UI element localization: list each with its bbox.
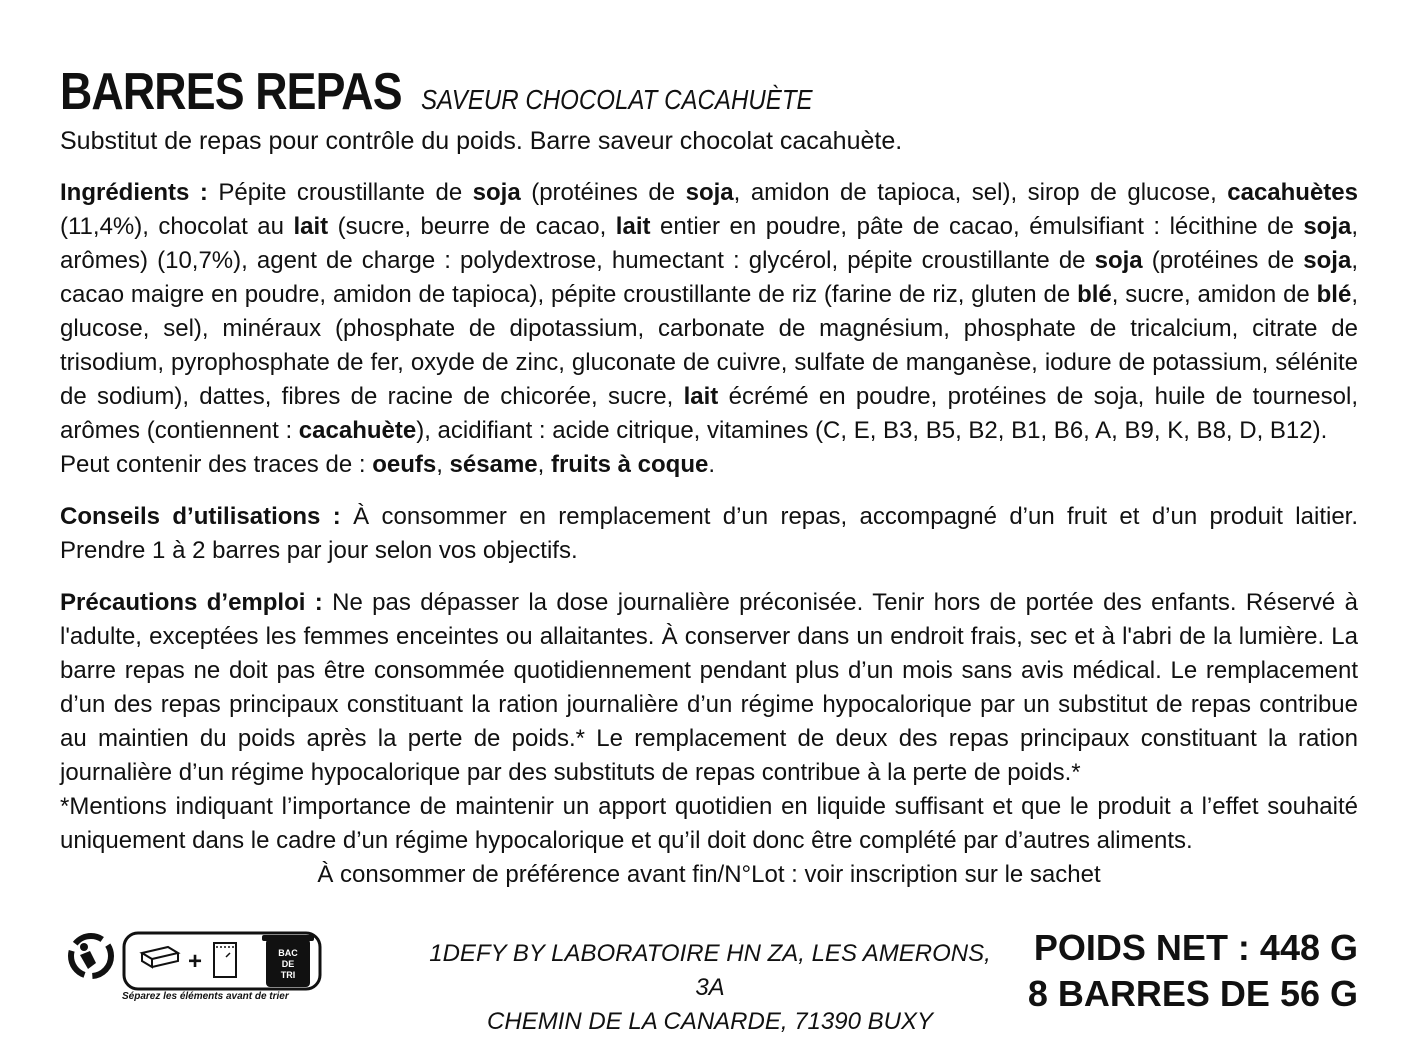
ingredient-text: Peut contenir des traces de : — [60, 451, 373, 478]
label-content — [60, 62, 1358, 892]
allergen-text: lait — [683, 383, 719, 410]
address-line-2: CHEMIN DE LA CANARDE, 71390 BUXY — [487, 1008, 933, 1035]
ingredients-section — [60, 176, 1358, 482]
product-title: BARRES REPAS — [60, 63, 402, 121]
allergen-text: soja — [1094, 247, 1143, 274]
net-weight: POIDS NET : 448 G — [1033, 927, 1358, 968]
ingredients-body — [60, 179, 1358, 444]
ingredients-text — [60, 176, 1358, 448]
usage-label: Conseils d’utilisations : — [60, 503, 341, 530]
address-line-1: 1DEFY BY LABORATOIRE HN ZA, LES AMERONS, 3A — [429, 940, 991, 1001]
allergen-text: sésame — [449, 451, 538, 478]
allergen-text: soja — [472, 179, 521, 206]
ingredient-text: Pépite croustillante de — [207, 179, 473, 206]
allergen-text: soja — [1303, 247, 1352, 274]
ingredient-text: , arômes) (10,7%), agent de charge : polydextrose, humectant : glycérol, pépite croustillante de — [60, 213, 1359, 274]
ingredient-text: , — [537, 451, 551, 478]
ingredient-text: (sucre, beurre de cacao, — [328, 213, 616, 240]
allergen-text: blé — [1077, 281, 1112, 308]
allergen-text: lait — [293, 213, 329, 240]
manufacturer-address — [420, 937, 1000, 1039]
ingredient-text: (11,4%), chocolat au — [60, 213, 294, 240]
traces-body — [60, 451, 715, 478]
allergen-text: soja — [685, 179, 734, 206]
svg-text:+: + — [188, 948, 203, 975]
triman-arrows-icon — [71, 936, 111, 976]
product-subtitle: Substitut de repas pour contrôle du poids. Barre saveur chocolat cacahuète. — [60, 127, 903, 155]
ingredient-text: , cacao maigre en poudre, amidon de tapioca), pépite croustillante de riz (farine de riz, gluten de — [60, 247, 1358, 308]
ingredient-text: , sucre, amidon de — [1111, 281, 1317, 308]
precautions-body: Ne pas dépasser la dose journalière préconisée. Tenir hors de portée des enfants. Réservé à l'adulte, exceptées les femmes enceintes ou allaitantes. À conserver dans un endroit frais, sec et à l'abri de la lumière. La barre repas ne doit pas être consommée quotidiennement pendant plus d’un mois sans avis médical. Le remplacement d’un des repas principaux constituant la ration journalière d’un régime hypocalorique par un substitut de repas contribue au maintien du poids après la perte de poids.* Le remplacement de deux des repas principaux constituant la ration journalière d’un régime hypocalorique par des substituts de repas contribue à la perte de poids.* — [60, 589, 1358, 786]
net-weight-block — [1028, 925, 1358, 1017]
best-before-text: À consommer de préférence avant fin/N°Lot : voir inscription sur le sachet — [317, 861, 1101, 888]
ingredient-text: , amidon de tapioca, sel), sirop de glucose, — [733, 179, 1228, 206]
ingredient-text: entier en poudre, pâte de cacao, émulsifiant : lécithine de — [650, 213, 1304, 240]
allergen-text: lait — [615, 213, 651, 240]
ingredient-text: . — [708, 451, 715, 478]
ingredient-text: , glucose, sel), minéraux (phosphate de dipotassium, carbonate de magnésium, phosphate de tricalcium, citrate de trisodium, pyrophosphate de fer, oxyde de zinc, gluconate de cuivre, sulfate de manganèse, iodure de potassium, sélénite de sodium), dattes, fibres de racine de chicorée, sucre, — [60, 281, 1358, 410]
footer — [60, 925, 1358, 1035]
usage-text — [60, 500, 1358, 568]
allergen-text: cacahuète — [298, 417, 417, 444]
allergen-text: oeufs — [372, 451, 437, 478]
precautions-footnote: *Mentions indiquant l’importance de maintenir un apport quotidien en liquide suffisant et que le produit a l’effet souhaité uniquement dans le cadre d’un régime hypocalorique et qu’il doit donc être complété par d’autres aliments. — [60, 793, 1358, 854]
ingredient-text: (protéines de — [520, 179, 686, 206]
allergen-text: blé — [1316, 281, 1352, 308]
svg-text:BAC: BAC — [278, 948, 298, 958]
allergen-text: fruits à coque — [550, 451, 709, 478]
ingredient-text: , — [436, 451, 450, 478]
precautions-label: Précautions d’emploi : — [60, 589, 323, 616]
svg-text:DE: DE — [281, 959, 295, 969]
allergen-text: cacahuètes — [1227, 179, 1358, 206]
svg-text:TRI: TRI — [280, 970, 296, 980]
product-flavor: SAVEUR CHOCOLAT CACAHUÈTE — [421, 84, 813, 115]
triman-caption: Séparez les éléments avant de trier — [122, 991, 289, 1002]
ingredient-text: (protéines de — [1142, 247, 1304, 274]
bar-count: 8 BARRES DE 56 G — [1027, 973, 1358, 1014]
ingredients-label: Ingrédients : — [60, 179, 208, 206]
ingredient-text: ), acidifiant : acide citrique, vitamines (C, E, B3, B5, B2, B1, B6, A, B9, K, B8, D, B12). — [416, 417, 1328, 444]
usage-body: À consommer en remplacement d’un repas, accompagné d’un fruit et d’un produit laitier. Prendre 1 à 2 barres par jour selon vos objectifs. — [60, 503, 1358, 564]
sachet-icon — [214, 943, 236, 977]
allergen-text: soja — [1303, 213, 1352, 240]
precautions-text — [60, 586, 1358, 790]
traces-text — [60, 448, 1358, 482]
sorting-bin-icon — [262, 935, 314, 987]
ingredient-text: écrémé en poudre, protéines de soja, huile de tournesol, arômes (contiennent : — [60, 383, 1358, 444]
precautions-section — [60, 586, 1358, 892]
usage-section — [60, 500, 1358, 568]
title-row — [60, 62, 1358, 122]
bar-package-icon — [142, 947, 178, 967]
